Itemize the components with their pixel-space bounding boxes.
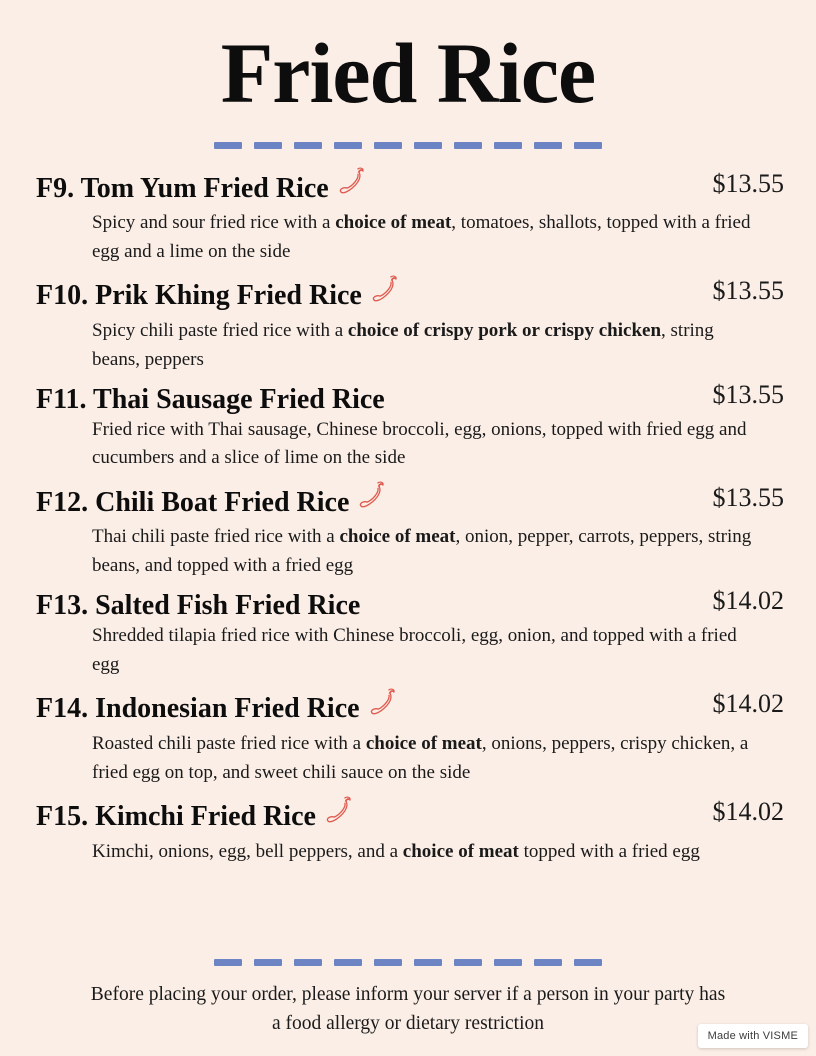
description-text: Shredded tilapia fried rice with Chinese broccoli, egg, onion, and topped with a fried egg	[92, 625, 737, 676]
dash-segment	[574, 959, 602, 966]
menu-item-description	[92, 838, 752, 867]
menu-item-name	[36, 796, 356, 838]
menu-item-header	[36, 796, 784, 838]
dash-segment	[414, 959, 442, 966]
chili-pepper-icon	[335, 165, 369, 207]
dash-segment	[454, 959, 482, 966]
description-text: Thai chili paste fried rice with a	[92, 526, 340, 548]
menu-item	[36, 379, 784, 474]
menu-item-name-text: F15. Kimchi Fried Rice	[36, 801, 316, 833]
menu-item-name	[36, 167, 369, 209]
menu-item-name-text: F9. Tom Yum Fried Rice	[36, 172, 329, 204]
dash-segment	[334, 142, 362, 149]
dash-segment	[254, 959, 282, 966]
dash-segment	[214, 959, 242, 966]
menu-item-header	[36, 481, 784, 523]
dash-segment	[254, 142, 282, 149]
description-emphasis: choice of meat	[402, 840, 519, 862]
menu-item-price: $14.02	[712, 689, 784, 719]
allergy-notice: Before placing your order, please inform your server if a person in your party has a food allergy or dietary restriction	[90, 983, 726, 1034]
menu-item	[36, 167, 784, 267]
menu-item	[36, 275, 784, 375]
menu-item-name-text: F11. Thai Sausage Fried Rice	[36, 383, 385, 415]
menu-item-price: $13.55	[712, 276, 784, 306]
dash-segment	[214, 142, 242, 149]
bottom-dash-divider	[0, 959, 816, 966]
description-text: Spicy chili paste fried rice with a	[92, 319, 348, 341]
menu-item-description	[92, 730, 752, 788]
description-text: Roasted chili paste fried rice with a	[92, 732, 366, 754]
dash-segment	[534, 142, 562, 149]
dash-segment	[454, 142, 482, 149]
page-title: Fried Rice	[220, 25, 596, 121]
menu-item	[36, 586, 784, 680]
menu-item-price: $14.02	[712, 797, 784, 827]
description-text: Fried rice with Thai sausage, Chinese broccoli, egg, onions, topped with fried egg and cucumbers and a slice of lime on the side	[92, 418, 747, 469]
description-text: , onion, pepper, carrots, peppers, string beans, and topped with a fried egg	[92, 526, 752, 577]
chili-pepper-icon	[368, 273, 402, 315]
dash-segment	[414, 142, 442, 149]
menu-item-price: $14.02	[712, 586, 784, 616]
menu-item-name	[36, 275, 402, 317]
visme-badge[interactable]: Made with VISME	[698, 1024, 808, 1048]
menu-item-price: $13.55	[712, 379, 784, 409]
menu-item-header	[36, 688, 784, 730]
menu-item	[36, 481, 784, 581]
chili-pepper-icon	[366, 686, 400, 728]
description-emphasis: choice of meat	[339, 526, 456, 548]
dash-segment	[534, 959, 562, 966]
menu-item-header	[36, 167, 784, 209]
dash-segment	[294, 142, 322, 149]
menu-item-description	[92, 523, 752, 581]
menu-item-list	[18, 167, 798, 867]
menu-item-price: $13.55	[712, 482, 784, 512]
menu-item-header	[36, 275, 784, 317]
description-text: , onions, peppers, crispy chicken, a fried egg on top, and sweet chili sauce on the side	[92, 732, 749, 783]
description-text: Spicy and sour fried rice with a	[92, 212, 336, 234]
description-text: Kimchi, onions, egg, bell peppers, and a	[92, 840, 403, 862]
menu-item-name	[36, 481, 389, 523]
menu-item-name-text: F10. Prik Khing Fried Rice	[36, 280, 362, 312]
dash-segment	[294, 959, 322, 966]
top-dash-divider	[18, 142, 798, 149]
menu-item	[36, 688, 784, 788]
menu-item-header	[36, 586, 784, 622]
menu-item-name	[36, 688, 400, 730]
footer	[0, 959, 816, 1039]
description-text: , string beans, peppers	[92, 319, 714, 370]
menu-item-description	[92, 622, 752, 680]
dash-segment	[574, 142, 602, 149]
chili-pepper-icon	[322, 794, 356, 836]
menu-item-name-text: F12. Chili Boat Fried Rice	[36, 486, 350, 518]
description-emphasis: choice of crispy pork or crispy chicken	[347, 319, 662, 341]
menu-item-name-text: F13. Salted Fish Fried Rice	[36, 590, 361, 622]
dash-segment	[334, 959, 362, 966]
menu-item-price: $13.55	[712, 168, 784, 198]
dash-segment	[494, 959, 522, 966]
description-emphasis: choice of meat	[335, 212, 452, 234]
description-text: , tomatoes, shallots, topped with a fried egg and a lime on the side	[92, 212, 751, 262]
menu-item-description	[92, 209, 752, 267]
chili-pepper-icon	[355, 479, 389, 521]
menu-item-name-text: F14. Indonesian Fried Rice	[36, 693, 360, 725]
menu-item-header	[36, 379, 784, 416]
menu-item-name	[36, 589, 360, 622]
dash-segment	[374, 142, 402, 149]
dash-segment	[374, 959, 402, 966]
menu-item	[36, 796, 784, 867]
menu-item-name	[36, 383, 385, 416]
menu-item-description	[92, 416, 752, 474]
dash-segment	[494, 142, 522, 149]
menu-item-description	[92, 317, 752, 375]
description-emphasis: choice of meat	[365, 732, 482, 754]
description-text: topped with a fried egg	[518, 840, 700, 862]
